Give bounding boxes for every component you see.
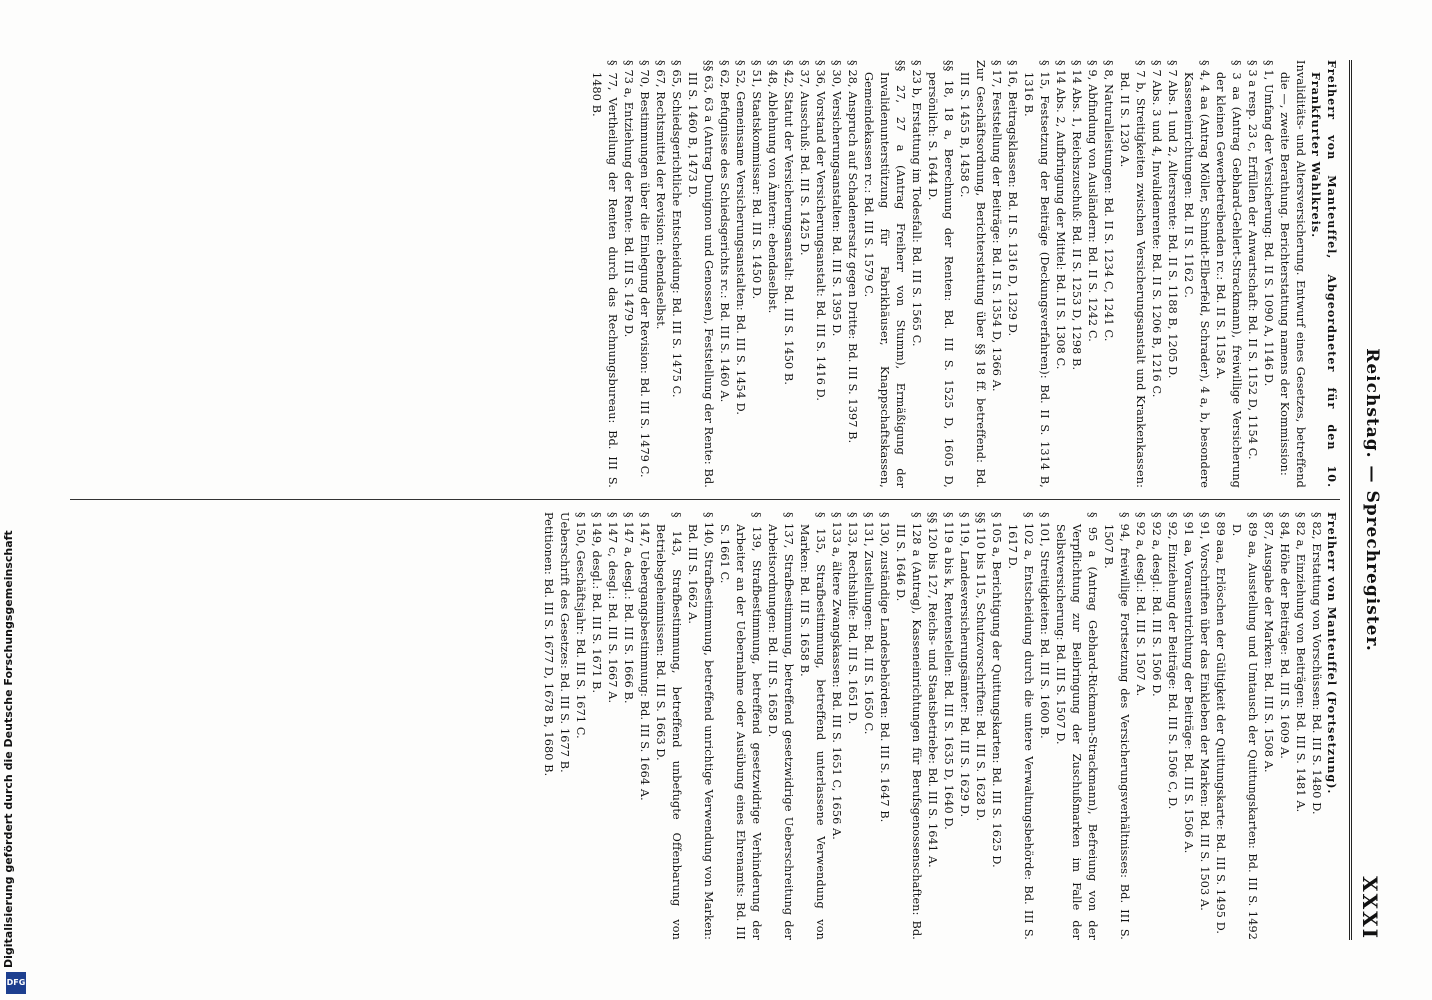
page-header: [1356, 60, 1382, 940]
index-entry: § 147, Uebergangsbestimmung: Bd. III S. 1664 A.: [638, 512, 651, 801]
dfg-logo: DFG: [6, 972, 26, 994]
header-title: [1362, 60, 1382, 940]
column-divider: [70, 499, 1340, 500]
index-entry: § 62, Befugnisse des Schiedsgerichts rc.: Bd. III S. 1460 A.: [718, 60, 731, 403]
index-entry: § 105 a, Berichtigung der Quittungskarten: Bd. III S. 1625 D.: [990, 512, 1003, 868]
index-entry: § 139, Strafbestimmung, betreffend gesetzwidrige Verhinderung der Arbeiter an der Uebernahme oder Ausübung eines Ehrenamts: Bd. III S. 1661 C.: [718, 512, 763, 940]
index-entry: § 87, Ausgabe der Marken: Bd. III S. 1508 A.: [1262, 512, 1275, 773]
index-entry: §§ 63, 63 a (Antrag Dunignon und Genossen), Feststellung der Rente: Bd. III S. 1460 B, 1473 D.: [686, 60, 715, 488]
index-entry: § 133 a, ältere Zwangskassen: Bd. III S. 1651 C, 1656 A.: [830, 512, 843, 840]
index-entry: § 77, Vertheilung der Renten durch das Rechnungsbureau: Bd. III S. 1480 B.: [590, 60, 619, 488]
index-entry: § 17, Feststellung der Beiträge: Bd. II S. 1354 D, 1366 A.: [990, 60, 1003, 392]
index-entry: § 101, Streitigkeiten: Bd. III S. 1600 B.: [1038, 512, 1051, 739]
index-entry: § 52, Gemeinsame Versicherungsanstalten: Bd. III S. 1454 D.: [734, 60, 747, 416]
index-entry: § 82, Erstattung von Vorschüssen: Bd. III S. 1480 D.: [1310, 512, 1323, 815]
index-entry: § 3 aa (Antrag Gebhard-Gehlert-Strackmann), freiwillige Versicherung der kleinen Gewerbetreibenden rc.: Bd. II S. 1158 A.: [1214, 60, 1243, 488]
index-entry: § 51, Staatskommissar: Bd. III S. 1450 D.: [750, 60, 763, 300]
index-entry: § 131, Zustellungen: Bd. III S. 1650 C.: [862, 512, 875, 735]
index-entry: § 149, desgl.: Bd. III S. 1671 B.: [590, 512, 603, 694]
index-entry: § 30, Versicherungsanstalten: Bd. III S. 1395 D.: [830, 60, 843, 337]
index-entry: § 28, Anspruch auf Schadenersatz gegen Dritte: Bd. III S. 1397 B.: [846, 60, 859, 444]
digitization-credit: Digitalisierung gefördert durch die Deutsche Forschungsgemeinschaft: [2, 530, 15, 968]
index-entry: § 135, Strafbestimmung, betreffend unterlassene Verwendung von Marken: Bd. III S. 1658 B.: [798, 512, 827, 940]
index-entry: § 102 a, Entscheidung durch die untere Verwaltungsbehörde: Bd. III S. 1617 D.: [1006, 512, 1035, 940]
index-entry: Zur Geschäftsordnung, Berichterstattung über §§ 18 ff. betreffend: Bd. III S. 1455 B, 1458 C.: [958, 60, 987, 488]
index-entry: § 14 Abs. 2, Aufbringung der Mittel: Bd. II S. 1308 C.: [1054, 60, 1067, 370]
index-entry: §§ 18, 18 a, Berechnung der Renten: Bd. III S. 1525 D, 1605 D, persönlich: S. 1644 D.: [926, 60, 955, 488]
index-entry: § 73 a, Entziehung der Rente: Bd. III S. 1479 D.: [622, 60, 635, 338]
index-heading: Freiherr von Manteuffel, Abgeordneter für den 10. Frankfurter Wahlkreis.: [1309, 60, 1339, 488]
index-entry: § 89 aaa, Erlöschen der Gültigkeit der Quittungskarte: Bd. III S. 1495 D.: [1214, 512, 1227, 935]
index-entry: § 16, Beitragsklassen: Bd. II S. 1316 D, 1329 D.: [1006, 60, 1019, 337]
index-entry: § 3 a resp. 23 c, Erfüllen der Anwartschaft: Bd. II S. 1152 D, 1154 C.: [1246, 60, 1259, 460]
index-entry: § 143, Strafbestimmung, betreffend unbefugte Offenbarung von Betriebsgeheimnissen: Bd. III S. 1663 D.: [654, 512, 683, 940]
index-entry: § 1, Umfang der Versicherung: Bd. II S. 1090 A, 1146 D.: [1262, 60, 1275, 387]
index-entry: Invaliditäts- und Altersversicherung. Entwurf eines Gesetzes, betreffend die —, zweite Berathung. Berichterstattung namens der Kommission:: [1278, 60, 1307, 488]
index-entry: § 133, Rechtshilfe: Bd. III S. 1651 D.: [846, 512, 859, 725]
index-entry: § 92 a, desgl.: Bd. III S. 1506 D.: [1150, 512, 1163, 697]
index-heading: Freiherr von Manteuffel (Fortsetzung).: [1325, 512, 1339, 795]
index-entry: § 82 a, Einziehung von Beiträgen: Bd. III S. 1481 A.: [1294, 512, 1307, 813]
index-entry: § 15, Festsetzung der Beiträge (Deckungsverfahren): Bd. II S. 1314 B, 1316 B.: [1022, 60, 1051, 488]
header-rule: [1349, 60, 1352, 940]
index-entry: § 119, Landesversicherungsämter: Bd. III S. 1629 D.: [958, 512, 971, 818]
index-entry: § 130, zuständige Landesbehörden: Bd. III S. 1647 B.: [878, 512, 891, 823]
index-entry: Petitionen: Bd. III S. 1677 D, 1678 B, 1680 B.: [542, 512, 555, 777]
header-center-text: Sprechregister.: [1362, 490, 1382, 652]
index-entry: § 23 b, Erstattung im Todesfall: Bd. III S. 1565 C.: [910, 60, 923, 347]
right-column: [60, 512, 1340, 940]
index-entry: §§ 120 bis 127, Reichs- und Staatsbetriebe: Bd. III S. 1641 A.: [926, 512, 939, 868]
index-entry: § 48, Ablehnung von Ämtern: ebendaselbst.: [766, 60, 779, 314]
index-entry: § 70, Bestimmungen über die Einlegung der Revision: Bd. III S. 1479 C.: [638, 60, 651, 478]
index-entry: § 150, Geschäftsjahr: Bd. III S. 1671 C.: [574, 512, 587, 739]
index-entry: § 94, freiwillige Fortsetzung des Versicherungsverhältnisses: Bd. III S. 1507 B.: [1102, 512, 1131, 940]
index-entry: § 91 aa, Vorausentrichtung der Beiträge: Bd. III S. 1506 A.: [1182, 512, 1195, 854]
header-left-text: Reichstag. —: [1362, 348, 1382, 484]
index-entry: § 65, Schiedsgerichtliche Entscheidung: Bd. III S. 1475 C.: [670, 60, 683, 398]
index-entry: § 92 a, desgl.: Bd. III S. 1507 A.: [1134, 512, 1147, 697]
index-entry: § 128 a (Antrag), Kasseneinrichtungen für Berufsgenossenschaften: Bd. III S. 1646 D.: [894, 512, 923, 940]
index-entry: § 7 Abs. 1 und 2, Altersrente: Bd. II S. 1188 B, 1205 D.: [1166, 60, 1179, 379]
index-entry: § 9, Abfindung von Ausländern: Bd. II S. 1242 C.: [1086, 60, 1099, 343]
rotated-index-page: [42, 30, 1382, 970]
index-entry: § 119 a bis k, Rentenstellen: Bd. III S. 1635 D, 1640 D.: [942, 512, 955, 830]
index-entry: § 37, Ausschuß: Bd. III S. 1425 D.: [798, 60, 811, 256]
index-entry: § 92, Einziehung der Beiträge: Bd. III S. 1506 C, D.: [1166, 512, 1179, 810]
index-entry: § 7 b, Streitigkeiten zwischen Versicherungsanstalt und Krankenkassen: Bd. II S. 1230 A.: [1118, 60, 1147, 488]
left-column: [60, 60, 1340, 488]
index-entry: § 95 a (Antrag Gebhard-Rickmann-Strackmann), Befreiung von der Verpflichtung zur Beibringung der Zuschußmarken im Falle der Selbstversicherung: Bd. III S. 1507 D.: [1054, 512, 1099, 940]
index-entry: § 147 c, desgl.: Bd. III S. 1667 A.: [606, 512, 619, 704]
index-entry: § 67, Rechtsmittel der Revision: ebendaselbst.: [654, 60, 667, 330]
page-number: XXXI: [1358, 876, 1382, 940]
index-entry: § 7 Abs. 3 und 4, Invalidenrente: Bd. II S. 1206 B, 1216 C.: [1150, 60, 1163, 398]
index-entry: §§ 27, 27 a (Antrag Freiherr von Stumm), Ermäßigung der Invalidenunterstützung für Fabrikhäuser, Knappschaftskassen, Gemeindekassen rc.: Bd. III S. 1579 C.: [862, 60, 907, 488]
index-entry: § 147 a, desgl.: Bd. III S. 1666 B.: [622, 512, 635, 704]
index-entry: § 140, Strafbestimmung, betreffend unrichtige Verwendung von Marken: Bd. III S. 1662 A.: [686, 512, 715, 940]
index-entry: § 137, Strafbestimmung, betreffend gesetzwidrige Ueberschreitung der Arbeitsordnungen: Bd. III S. 1658 D.: [766, 512, 795, 940]
index-entry: § 36, Vorstand der Versicherungsanstalt: Bd. III S. 1416 D.: [814, 60, 827, 402]
index-entry: §§ 110 bis 115, Schutzvorschriften: Bd. III S. 1628 D.: [974, 512, 987, 822]
index-entry: Ueberschrift des Gesetzes: Bd. III S. 1677 B.: [558, 512, 571, 773]
index-entry: § 4, 4 aa (Antrag Möller, Schmidt-Elberfeld, Schrader), 4 a, b, besondere Kasseneinrichtungen: Bd. II S. 1162 C.: [1182, 60, 1211, 488]
index-entry: § 8, Naturalleistungen: Bd. II S. 1234 C, 1241 C.: [1102, 60, 1115, 342]
index-entry: § 91, Vorschriften über das Einkleben der Marken: Bd. III S. 1503 A.: [1198, 512, 1211, 911]
index-entry: § 84, Höhe der Beiträge: Bd. III S. 1609 A.: [1278, 512, 1291, 759]
index-entry: § 89 aa, Ausstellung und Umtausch der Quittungskarten: Bd. III S. 1492 D.: [1230, 512, 1259, 940]
index-entry: § 14 Abs. 1, Reichszuschuß: Bd. II S. 1253 D, 1298 B.: [1070, 60, 1083, 371]
index-entry: § 42, Statut der Versicherungsanstalt: Bd. III S. 1450 B.: [782, 60, 795, 386]
